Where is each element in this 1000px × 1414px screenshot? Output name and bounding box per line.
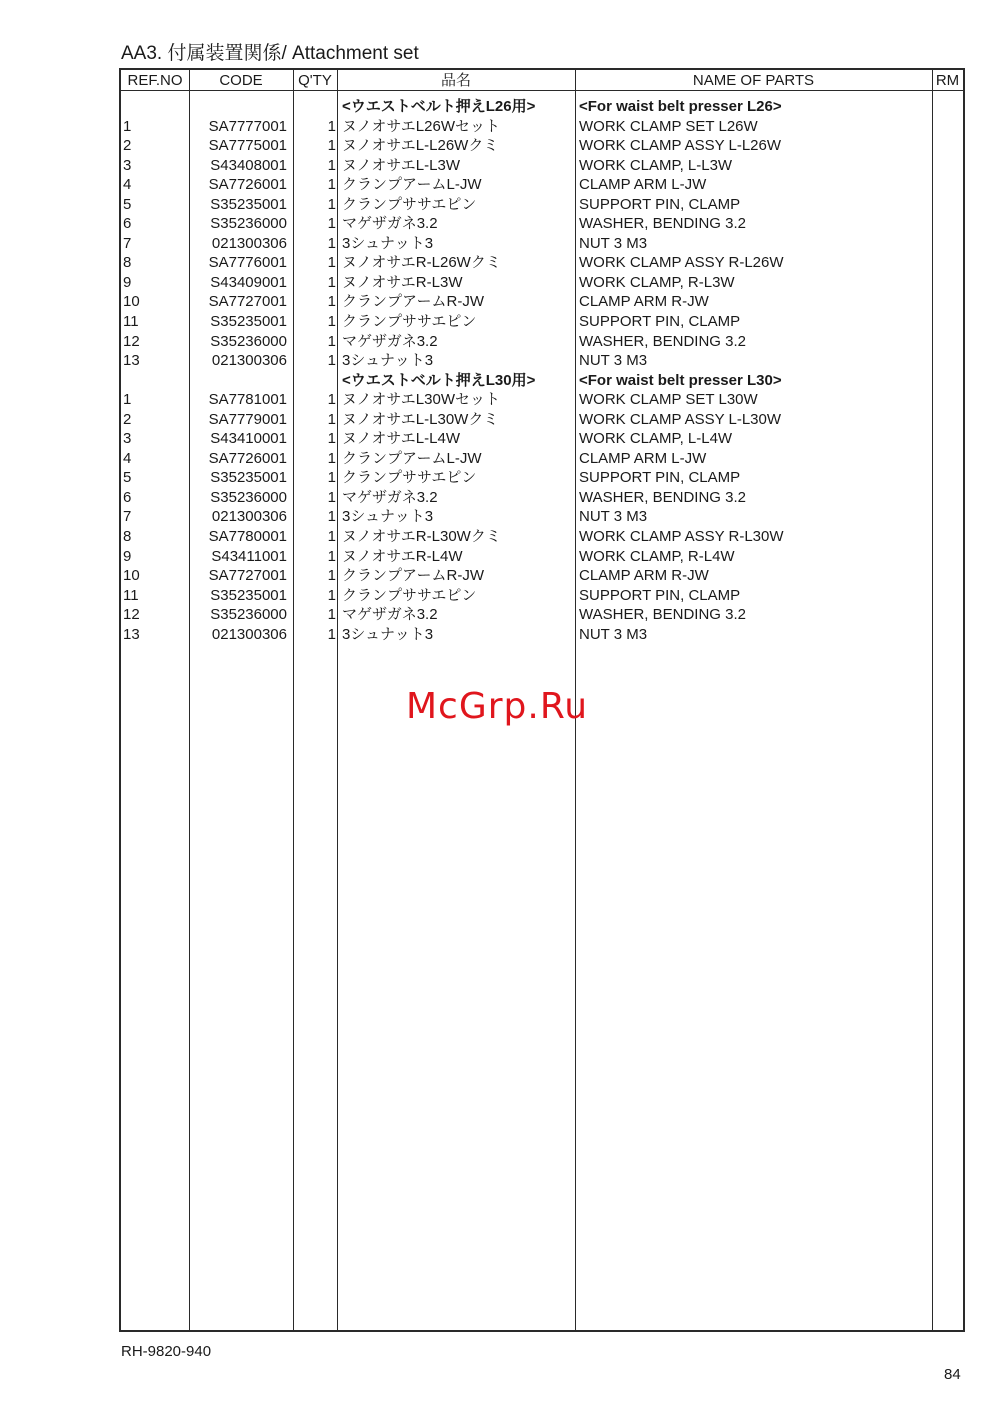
document-number: RH-9820-940	[121, 1343, 212, 1360]
ref-no: 1	[123, 391, 132, 409]
part-name-jp: マゲザガネ3.2	[342, 215, 438, 233]
part-name-en: WASHER, BENDING 3.2	[579, 332, 746, 350]
part-code: S43408001	[210, 156, 287, 174]
table-row	[121, 429, 963, 449]
watermark: McGrp.Ru	[406, 686, 589, 727]
part-name-en: NUT 3 M3	[579, 352, 648, 370]
part-name-en: SUPPORT PIN, CLAMP	[579, 313, 741, 331]
part-name-jp: ヌノオサエL-L4W	[342, 430, 460, 448]
table-row	[121, 351, 963, 371]
part-name-en: WORK CLAMP ASSY L-L30W	[579, 410, 782, 428]
part-name-jp: 3シュナット3	[342, 625, 434, 643]
quantity: 1	[327, 234, 336, 252]
header-rm: RM	[935, 72, 960, 89]
part-name-jp: クランプササエピン	[342, 313, 477, 331]
part-code: 021300306	[211, 352, 287, 370]
quantity: 1	[327, 195, 336, 213]
ref-no: 6	[123, 215, 132, 233]
part-name-jp: 3シュナット3	[342, 508, 434, 526]
ref-no: 11	[123, 313, 139, 331]
part-name-en: SUPPORT PIN, CLAMP	[579, 586, 741, 604]
quantity: 1	[327, 449, 336, 467]
ref-no: 9	[123, 547, 132, 565]
part-code: S43410001	[210, 430, 287, 448]
table-row	[121, 253, 963, 273]
part-code: 021300306	[211, 508, 287, 526]
ref-no: 7	[123, 508, 132, 526]
ref-no: 10	[123, 567, 140, 585]
header-rule	[121, 90, 963, 91]
table-row	[121, 547, 963, 567]
part-code: S35236000	[210, 606, 287, 624]
part-name-en: NUT 3 M3	[579, 625, 648, 643]
part-name-jp: ヌノオサエR-L30Wクミ	[342, 528, 501, 546]
part-code: SA7777001	[208, 117, 287, 135]
table-row	[121, 195, 963, 215]
part-code: 021300306	[211, 625, 287, 643]
part-name-en: WASHER, BENDING 3.2	[579, 215, 746, 233]
part-code: SA7779001	[208, 410, 287, 428]
ref-no: 12	[123, 332, 140, 350]
part-code: S35236000	[210, 215, 287, 233]
part-code: S35236000	[210, 332, 287, 350]
part-code: SA7727001	[208, 293, 287, 311]
part-name-jp: クランプアームL-JW	[342, 449, 482, 467]
part-name-jp: クランプアームR-JW	[342, 293, 485, 311]
part-name-en: WASHER, BENDING 3.2	[579, 606, 746, 624]
header-jp-name: 品名	[440, 72, 471, 89]
quantity: 1	[327, 625, 336, 643]
ref-no: 8	[123, 528, 132, 546]
part-code: SA7726001	[208, 176, 287, 194]
part-name-jp: ヌノオサエL-L30Wクミ	[342, 410, 499, 428]
section-header-row	[121, 371, 963, 391]
ref-no: 2	[123, 137, 132, 155]
table-row	[121, 312, 963, 332]
part-name-en: SUPPORT PIN, CLAMP	[579, 469, 741, 487]
quantity: 1	[327, 567, 336, 585]
part-name-jp: ヌノオサエL30Wセット	[342, 391, 500, 409]
table-row	[121, 117, 963, 137]
ref-no: 5	[123, 195, 132, 213]
part-name-en: NUT 3 M3	[579, 234, 648, 252]
part-name-en: WORK CLAMP, R-L4W	[579, 547, 735, 565]
quantity: 1	[327, 313, 336, 331]
table-row	[121, 234, 963, 254]
ref-no: 10	[123, 293, 140, 311]
part-name-en: WASHER, BENDING 3.2	[579, 488, 746, 506]
header-code: CODE	[219, 72, 263, 89]
part-name-en: CLAMP ARM R-JW	[579, 293, 709, 311]
quantity: 1	[327, 430, 336, 448]
quantity: 1	[327, 469, 336, 487]
table-row	[121, 410, 963, 430]
quantity: 1	[327, 547, 336, 565]
part-name-jp: マゲザガネ3.2	[342, 488, 438, 506]
part-name-jp: クランプササエピン	[342, 586, 477, 604]
part-name-en: WORK CLAMP ASSY R-L26W	[579, 254, 784, 272]
part-name-jp: ヌノオサエL26Wセット	[342, 117, 500, 135]
part-code: SA7780001	[208, 528, 287, 546]
part-name-jp: クランプアームL-JW	[342, 176, 482, 194]
part-name-jp: ヌノオサエL-L3W	[342, 156, 460, 174]
quantity: 1	[327, 352, 336, 370]
part-name-en: CLAMP ARM R-JW	[579, 567, 709, 585]
quantity: 1	[327, 293, 336, 311]
quantity: 1	[327, 215, 336, 233]
part-name-jp: マゲザガネ3.2	[342, 606, 438, 624]
part-name-en: <For waist belt presser L26>	[579, 98, 782, 115]
part-code: SA7781001	[208, 391, 287, 409]
part-name-jp: 3シュナット3	[342, 234, 434, 252]
table-row	[121, 136, 963, 156]
part-name-jp: ヌノオサエR-L3W	[342, 273, 463, 291]
quantity: 1	[327, 488, 336, 506]
quantity: 1	[327, 137, 336, 155]
ref-no: 6	[123, 488, 132, 506]
table-row	[121, 332, 963, 352]
part-name-en: CLAMP ARM L-JW	[579, 449, 707, 467]
part-code: S35235001	[210, 195, 287, 213]
header-ref: REF.NO	[127, 72, 183, 89]
ref-no: 5	[123, 469, 132, 487]
part-name-en: SUPPORT PIN, CLAMP	[579, 195, 741, 213]
part-name-en: CLAMP ARM L-JW	[579, 176, 707, 194]
ref-no: 7	[123, 234, 132, 252]
part-code: S35235001	[210, 313, 287, 331]
ref-no: 8	[123, 254, 132, 272]
ref-no: 11	[123, 586, 139, 604]
quantity: 1	[327, 273, 336, 291]
table-row	[121, 175, 963, 195]
part-name-jp: クランプササエピン	[342, 469, 477, 487]
ref-no: 4	[123, 449, 132, 467]
table-row	[121, 488, 963, 508]
ref-no: 9	[123, 273, 132, 291]
part-name-en: NUT 3 M3	[579, 508, 648, 526]
quantity: 1	[327, 176, 336, 194]
quantity: 1	[327, 156, 336, 174]
quantity: 1	[327, 332, 336, 350]
quantity: 1	[327, 254, 336, 272]
part-code: S43409001	[210, 273, 287, 291]
quantity: 1	[327, 508, 336, 526]
part-name-jp: <ウエストベルト押えL26用>	[342, 98, 536, 115]
page-title: AA3. 付属装置関係/ Attachment set	[121, 43, 419, 64]
part-name-jp: ヌノオサエR-L26Wクミ	[342, 254, 501, 272]
table-body	[121, 97, 963, 644]
table-row	[121, 625, 963, 645]
ref-no: 4	[123, 176, 132, 194]
table-row	[121, 527, 963, 547]
table-row	[121, 156, 963, 176]
table-row	[121, 390, 963, 410]
quantity: 1	[327, 410, 336, 428]
part-code: 021300306	[211, 234, 287, 252]
part-name-en: WORK CLAMP SET L30W	[579, 391, 758, 409]
ref-no: 13	[123, 625, 140, 643]
part-name-jp: クランプササエピン	[342, 195, 477, 213]
part-name-en: WORK CLAMP, L-L3W	[579, 156, 733, 174]
part-name-en: <For waist belt presser L30>	[579, 371, 782, 389]
ref-no: 2	[123, 410, 132, 428]
part-name-jp: ヌノオサエL-L26Wクミ	[342, 137, 499, 155]
section-header-row	[121, 97, 963, 117]
table-row	[121, 449, 963, 469]
ref-no: 3	[123, 430, 132, 448]
part-name-jp: <ウエストベルト押えL30用>	[342, 371, 536, 389]
table-row	[121, 605, 963, 625]
part-code: SA7775001	[208, 137, 287, 155]
ref-no: 1	[123, 117, 132, 135]
table-row	[121, 468, 963, 488]
table-row	[121, 292, 963, 312]
table-row	[121, 507, 963, 527]
part-code: SA7727001	[208, 567, 287, 585]
table-row	[121, 273, 963, 293]
ref-no: 3	[123, 156, 132, 174]
part-name-en: WORK CLAMP SET L26W	[579, 117, 758, 135]
part-name-en: WORK CLAMP, R-L3W	[579, 273, 735, 291]
quantity: 1	[327, 528, 336, 546]
table-row	[121, 586, 963, 606]
part-name-jp: ヌノオサエR-L4W	[342, 547, 463, 565]
ref-no: 12	[123, 606, 140, 624]
quantity: 1	[327, 391, 336, 409]
header-qty: Q'TY	[298, 72, 332, 89]
ref-no: 13	[123, 352, 140, 370]
quantity: 1	[327, 606, 336, 624]
table-row	[121, 566, 963, 586]
part-code: SA7776001	[208, 254, 287, 272]
quantity: 1	[327, 117, 336, 135]
part-code: S35235001	[210, 586, 287, 604]
part-name-jp: マゲザガネ3.2	[342, 332, 438, 350]
part-name-en: WORK CLAMP, L-L4W	[579, 430, 733, 448]
quantity: 1	[327, 586, 336, 604]
part-code: S35235001	[210, 469, 287, 487]
part-code: S43411001	[211, 547, 287, 565]
table-row	[121, 214, 963, 234]
part-code: SA7726001	[208, 449, 287, 467]
part-code: S35236000	[210, 488, 287, 506]
header-name-of-parts: NAME OF PARTS	[692, 72, 815, 89]
part-name-en: WORK CLAMP ASSY L-L26W	[579, 137, 782, 155]
part-name-en: WORK CLAMP ASSY R-L30W	[579, 528, 784, 546]
part-name-jp: クランプアームR-JW	[342, 567, 485, 585]
page-number: 84	[944, 1366, 961, 1383]
part-name-jp: 3シュナット3	[342, 352, 434, 370]
